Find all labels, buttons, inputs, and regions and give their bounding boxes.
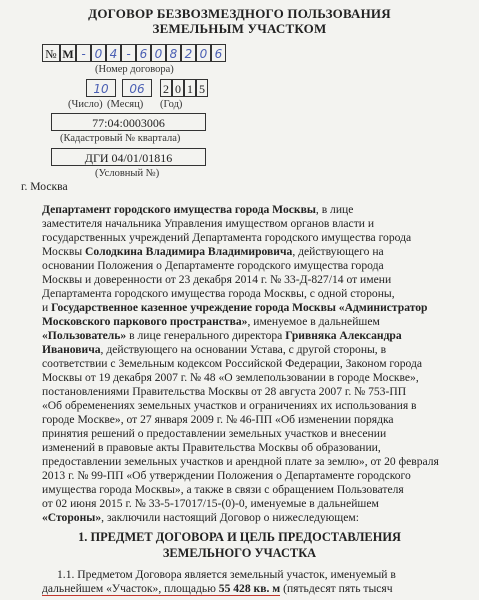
body-line-7: Департамента городского имущества города Москвы, с одной стороны, bbox=[42, 287, 395, 300]
document-title-line2: ЗЕМЕЛЬНЫМ УЧАСТКОМ bbox=[152, 21, 327, 36]
cadastral-box bbox=[51, 113, 206, 131]
body-line-20: 2013 г. № 99-ПП «Об утверждении Положения о Департаменте городского bbox=[42, 469, 411, 482]
party1-name: Департамент городского имущества города Москвы bbox=[42, 203, 316, 216]
text-span: , действующего на bbox=[292, 245, 384, 258]
representative2-name: Гривняка Александра bbox=[285, 329, 402, 342]
number-digit: 6 bbox=[211, 44, 226, 62]
body-line-17: принятия решений о предоставлении земельных участков и внесении bbox=[42, 427, 387, 440]
text-span: и bbox=[42, 301, 52, 314]
text-span: , действующего на основании Устава, с другой стороны, в bbox=[100, 343, 387, 356]
party2-name: Государственное казенное учреждение города Москвы «Администратор bbox=[51, 301, 428, 314]
number-digit: 0 bbox=[196, 44, 211, 62]
body-line-1 bbox=[42, 203, 353, 217]
date-year-boxes bbox=[160, 79, 208, 97]
text-span: , именуемое в дальнейшем bbox=[247, 315, 380, 328]
body-line-10 bbox=[42, 329, 402, 343]
number-digit: 8 bbox=[166, 44, 181, 62]
number-prefix: № bbox=[42, 44, 60, 62]
body-line-5: основании Положения о Департаменте городского имущества города bbox=[42, 259, 384, 272]
conditional-number-box bbox=[51, 148, 206, 166]
section-heading-line2: ЗЕМЕЛЬНОГО УЧАСТКА bbox=[162, 546, 317, 560]
conditional-number-value: ДГИ 04/01/01816 bbox=[51, 148, 206, 166]
number-digit: - bbox=[76, 44, 91, 62]
text-span: в лице генерального директора bbox=[126, 329, 286, 342]
body-line-13: Москвы от 19 декабря 2007 г. № 48 «О землепользовании в городе Москве», bbox=[42, 371, 419, 384]
user-term: «Пользователь» bbox=[42, 329, 127, 342]
party2-name-cont: Московского паркового пространства» bbox=[42, 315, 248, 328]
contract-number-caption: (Номер договора) bbox=[95, 64, 174, 75]
body-line-4 bbox=[42, 245, 384, 259]
body-line-9 bbox=[42, 315, 380, 329]
body-line-19: предоставлении земельных участков и арендной плате за землю», от 20 февраля bbox=[42, 455, 439, 468]
date-month: 06 bbox=[122, 79, 152, 97]
clause-1-1-line2 bbox=[42, 582, 393, 596]
parties-term: «Стороны» bbox=[42, 511, 102, 524]
date-year-caption: (Год) bbox=[160, 99, 183, 110]
body-line-6: Москвы и доверенности от 23 декабря 2014 г. № 33-Д-827/14 от имени bbox=[42, 273, 392, 286]
text-span: , заключили настоящий Договор о нижеследующем: bbox=[101, 511, 359, 524]
date-day-caption: (Число) bbox=[68, 99, 103, 110]
section-heading-line1: 1. ПРЕДМЕТ ДОГОВОРА И ЦЕЛЬ ПРЕДОСТАВЛЕНИЯ bbox=[78, 530, 401, 544]
date-year-digit: 5 bbox=[196, 79, 208, 97]
text-span: (пятьдесят пять тысяч bbox=[280, 582, 393, 595]
cadastral-caption: (Кадастровый № квартала) bbox=[60, 133, 181, 144]
body-line-23 bbox=[42, 511, 359, 525]
number-digit: 2 bbox=[181, 44, 196, 62]
cadastral-value: 77:04:0003006 bbox=[51, 113, 206, 131]
date-year-digit: 2 bbox=[160, 79, 172, 97]
representative2-patronymic: Ивановича bbox=[42, 343, 101, 356]
body-line-18: изменений в правовые акты Правительства Москвы об образовании, bbox=[42, 441, 381, 454]
text-span: Москвы bbox=[42, 245, 86, 258]
date-day-boxes bbox=[86, 79, 116, 97]
body-line-8 bbox=[42, 301, 428, 315]
body-line-11 bbox=[42, 343, 386, 357]
number-digit: 0 bbox=[91, 44, 106, 62]
representative1-name: Солодкина Владимира Владимировича bbox=[85, 245, 293, 258]
document-title-line1: ДОГОВОР БЕЗВОЗМЕЗДНОГО ПОЛЬЗОВАНИЯ bbox=[88, 6, 391, 21]
body-line-2: заместителя начальника Управления имуществом органов власти и bbox=[42, 217, 375, 230]
date-year-digit: 0 bbox=[172, 79, 184, 97]
body-line-12: соответствии с Земельным кодексом Российской Федерации, Законом города bbox=[42, 357, 423, 370]
date-month-caption: (Месяц) bbox=[107, 99, 144, 110]
contract-number-boxes bbox=[42, 44, 226, 62]
number-digit: 6 bbox=[136, 44, 151, 62]
date-year-digit: 1 bbox=[184, 79, 196, 97]
text-span: , в лице bbox=[315, 203, 354, 216]
text-span: дальнейшем «Участок», площадью bbox=[42, 582, 219, 595]
underlined-area-phrase bbox=[42, 582, 280, 596]
number-digit: - bbox=[121, 44, 136, 62]
clause-1-1-line1: 1.1. Предметом Договора является земельный участок, именуемый в bbox=[57, 568, 396, 581]
number-letter: М bbox=[60, 44, 76, 62]
date-day: 10 bbox=[86, 79, 116, 97]
area-value: 55 428 кв. м bbox=[218, 582, 281, 595]
date-month-boxes bbox=[122, 79, 152, 97]
body-line-16: городе Москве», от 27 января 2009 г. № 46-ПП «Об изменении порядка bbox=[42, 413, 394, 426]
number-digit: 4 bbox=[106, 44, 121, 62]
body-line-21: имущества города Москвы», а также в связи с обращением Пользователя bbox=[42, 483, 404, 496]
number-digit: 0 bbox=[151, 44, 166, 62]
body-line-22: от 02 июня 2015 г. № 33-5-17017/15-(0)-0, именуемые в дальнейшем bbox=[42, 497, 379, 510]
city: г. Москва bbox=[21, 180, 68, 193]
conditional-number-caption: (Условный №) bbox=[95, 168, 160, 179]
body-line-3: государственных учреждений Департамента городского имущества города bbox=[42, 231, 412, 244]
body-line-15: «Об обременениях земельных участков и ограничениях их использования в bbox=[42, 399, 417, 412]
body-line-14: постановлениями Правительства Москвы от 28 августа 2007 г. № 753-ПП bbox=[42, 385, 407, 398]
